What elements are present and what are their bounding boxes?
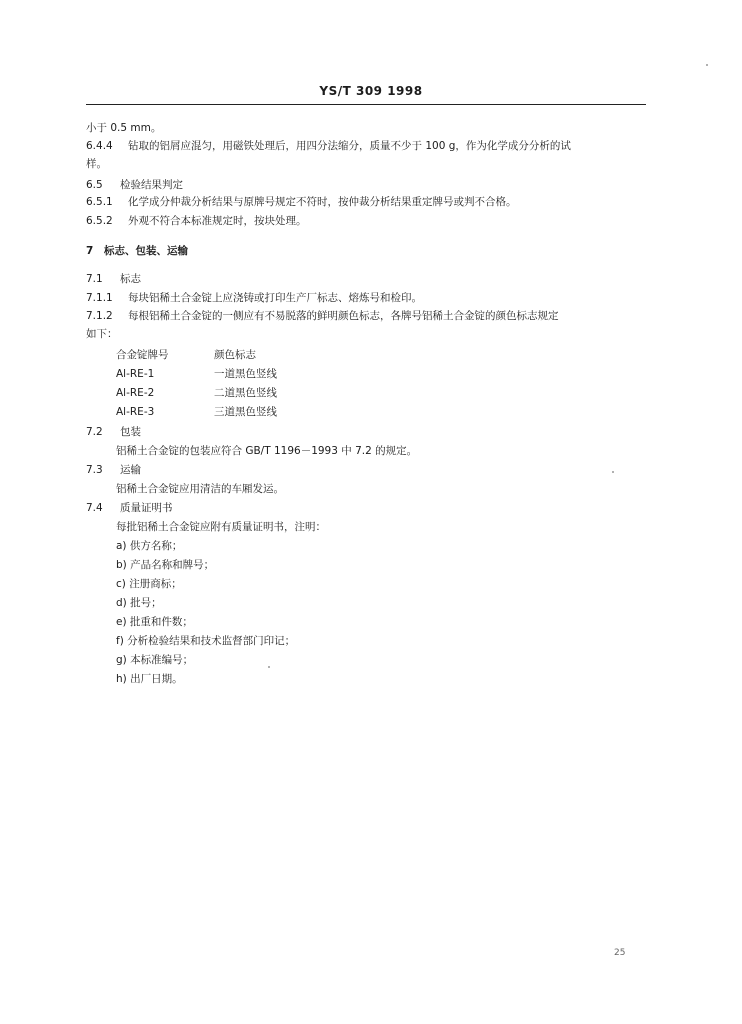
- clause-7-1-1: 7.1.1 每块铝稀土合金锭上应浇铸或打印生产厂标志、熔炼号和检印。: [86, 292, 422, 304]
- clause-6-5-1: 6.5.1 化学成分仲裁分析结果与原牌号规定不符时，按仲裁分析结果重定牌号或判不合格。: [86, 196, 517, 208]
- text-line: 样。: [86, 158, 107, 170]
- list-item: c) 注册商标；: [116, 578, 182, 590]
- list-item: h) 出厂日期。: [116, 673, 183, 685]
- clause-7-1-2: 7.1.2 每根铝稀土合金锭的一侧应有不易脱落的鲜明颜色标志，各牌号铝稀土合金锭的颜色标志规定: [86, 310, 559, 322]
- text-line: 每批铝稀土合金锭应附有质量证明书，注明：: [116, 521, 326, 533]
- list-item: b) 产品名称和牌号；: [116, 559, 215, 571]
- text-line: 铝稀土合金锭的包装应符合 GB/T 1196－1993 中 7.2 的规定。: [116, 445, 418, 457]
- clause-7-1: 7.1 标志: [86, 273, 141, 285]
- clause-7-2: 7.2 包装: [86, 426, 141, 438]
- clause-7-4: 7.4 质量证明书: [86, 502, 173, 514]
- scan-speck: [268, 666, 270, 668]
- list-item: g) 本标准编号；: [116, 654, 194, 666]
- text-line: 如下：: [86, 328, 118, 340]
- scan-speck: [612, 471, 614, 473]
- list-item: a) 供方名称；: [116, 540, 183, 552]
- list-item: e) 批重和件数；: [116, 616, 193, 628]
- table-header-grade: 合金锭牌号: [116, 349, 169, 361]
- text-line: 小于 0.5 mm。: [86, 122, 162, 134]
- header-rule: [86, 104, 646, 105]
- list-item: d) 批号；: [116, 597, 162, 609]
- section-7-heading: 7 标志、包装、运输: [86, 245, 188, 257]
- clause-6-4-4: 6.4.4 钻取的铝屑应混匀，用磁铁处理后，用四分法缩分，质量不少于 100 g，作为化学成分分析的试: [86, 140, 571, 152]
- clause-6-5-2: 6.5.2 外观不符合本标准规定时，按块处理。: [86, 215, 307, 227]
- table-header-color: 颜色标志: [214, 349, 256, 361]
- clause-6-5: 6.5 检验结果判定: [86, 179, 183, 191]
- list-item: f) 分析检验结果和技术监督部门印记；: [116, 635, 296, 647]
- clause-7-3: 7.3 运输: [86, 464, 141, 476]
- page-number: 25: [614, 948, 626, 958]
- text-line: 铝稀土合金锭应用清洁的车厢发运。: [116, 483, 284, 495]
- document-header: YS/T 309 1998: [319, 84, 423, 98]
- scan-speck: [706, 64, 708, 66]
